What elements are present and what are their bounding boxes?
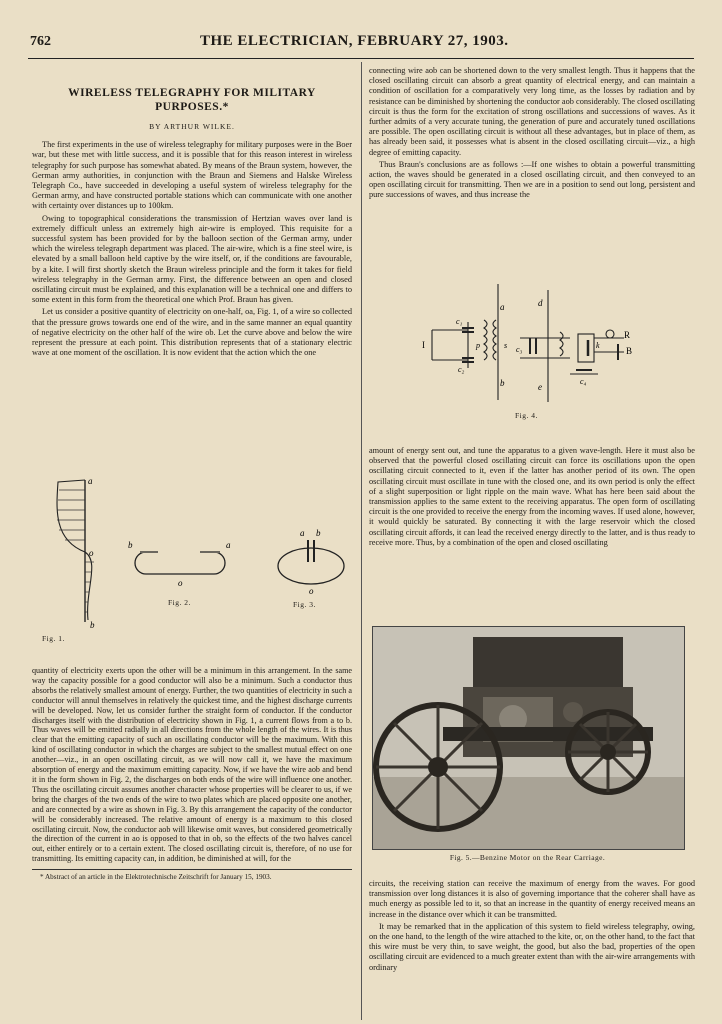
fig3-caption: Fig. 3. [293, 600, 316, 609]
fig4-label-c1: c₁ [456, 317, 463, 326]
fig4-label-c2: c₂ [458, 365, 465, 374]
fig2-loop [135, 552, 225, 574]
fig2-label-b: b [128, 540, 133, 550]
left-column-bottom [32, 666, 352, 882]
fig3-label-a: a [300, 528, 305, 538]
fig4-coherer-box [578, 334, 594, 362]
paragraph: Owing to topographical considerations the transmission of Hertzian waves over land is extremely difficult unless an extremely high air-wire is employed. This requisite for a successful system has been provided for by the balloon section of the German army, under which the wireless telegraph department was placed. The air-wire, which is a fine steel wire, is elevated by a small balloon held captive by the wire itself, or, if the conditions are favourable, by a kite. I will first shortly sketch the Braun wireless principle and the form it takes for field wireless telegraphy in the German army. First, the difference between an open and closed oscillating circuit must be explained, and this explanation will be a technical one and differs to some extent in this form from the theoretical one which Prof. Braun has given. [32, 213, 352, 305]
header-rule [28, 58, 694, 59]
paragraph: amount of energy sent out, and tune the apparatus to a given wave-length. Here it must also be observed that the powerful closed oscillating circuit can force its oscillations upon the open oscillating circuit connected to it, even if the latter has another period of its own. The open oscillating circuit must oscillate in tune with the closed one, and its own period is only the effect of a slight superposition or light ripple on the main wave. What has here been said about the transmission applies to the same extent to the receiving apparatus. The open form of oscillating circuit is the one provided to receive the energy from the incoming waves. If used alone, however, it would quickly be saturated. By connecting it with the large reservoir which the closed oscillating circuit affords, it can lead the received energy directly to the latter, and is thus ready to receive more. Thus, by a combination of the open and closed oscillating [369, 446, 695, 547]
figures-1-3-diagram [30, 470, 350, 650]
fig3-label-b: b [316, 528, 321, 538]
journal-title: THE ELECTRICIAN, FEBRUARY 27, 1903. [200, 33, 509, 49]
article-byline: BY ARTHUR WILKE. [149, 122, 235, 131]
fig1-label-b: b [90, 620, 95, 630]
fig4-caption: Fig. 4. [515, 411, 538, 420]
fig4-label-b: b [500, 378, 505, 388]
fig4-label-k: k [596, 341, 600, 350]
fig1-label-o: o [89, 548, 94, 558]
fig4-label-bb: B [626, 346, 633, 356]
article-title: WIRELESS TELEGRAPHY FOR MILITARY PURPOSES.* [68, 87, 316, 113]
fig5-caption: Fig. 5.—Benzine Motor on the Rear Carriage. [449, 853, 606, 862]
fig4-label-e: e [538, 382, 542, 392]
fig1-caption: Fig. 1. [42, 634, 65, 643]
fig4-secondary-coil [493, 320, 496, 360]
fig4-primary-coil [484, 320, 487, 360]
fig3-loop [278, 548, 344, 584]
fig2-caption: Fig. 2. [168, 598, 191, 607]
fig4-label-s: s [504, 341, 508, 350]
fig4-circuit-diagram [420, 282, 660, 407]
fig2-label-a: a [226, 540, 231, 550]
fig4-label-c3: c₃ [516, 345, 523, 354]
paragraph: circuits, the receiving station can receive the maximum of energy from the waves. For good transmission over long distances it is also of governing importance that the coherer shall have as much energy as possible led to it, so that an increase in the quantity of energy received means an increase in the distance over which it can be transmitted. [369, 879, 695, 919]
paragraph: quantity of electricity exerts upon the other will be a minimum in this arrangement. In the same way the capacity possible for a good conductor will also be a minimum. Such a conductor thus absorbs the relatively smallest amount of energy. Further, the two quantities of electricity in such a conductor will annul themselves in relatively the quickest time, and the highest discharge currents will be developed. Now, let us consider further the straight form of conductor. If the conductor discharges itself with the distribution of electricity shown in Fig. 1, a current flows from a to b. Thus waves will be emitted radially in all directions from the whole length of the wires. It is thus clear that the emitting capacity of such an oscillating conductor will be the maximum. With this kind of oscillating conductor in which the charges are subject to the smallest mutual effect on one another—viz., in an open oscillating circuit, as we will now call it, we have the maximum absorption of energy and the maximum emitting capacity. Now, if we have the wire aob and bend it in the form shown in Fig. 2, the discharges on both ends of the wire will influence one another. Thus the oscillating circuit assumes another character whose properties will be clearer to us, if we bring the charges of the two ends of the wire to two plates which are placed opposite one another, and are connected by a wire as shown in Fig. 3. By this arrangement the capacity of the conductor will be considerably increased. The relative amount of energy is a maximum to this closed oscillating circuit. Now, the conductor aob will likewise omit waves, but considered geometrically the direction of the current in ao is opposed to that in ob, so the effects of the two halves cancel out, either entirely or to a certain extent. The closed oscillating circuit is, therefore, of no use for transmitting. Its emitting capacity can, in addition, be diminished at will, for the [32, 666, 352, 864]
fig4-receiver-coil [560, 332, 563, 356]
paragraph: Let us consider a positive quantity of electricity on one-half, oa, Fig. 1, of a wire so collected that the pressure grows towards one end of the wire, and in the same manner an equal quantity of negative electricity on the other half of the wire ob. Let the curve above and below the wire represent the pressure at each point. This distribution represents that of a stationary electric wave at one moment of the oscillation. It is now evident that the action which the one [32, 307, 352, 358]
fig4-label-d: d [538, 298, 543, 308]
right-column-top [369, 66, 695, 203]
page-number: 762 [30, 34, 51, 49]
fig4-label-r: R [624, 330, 631, 340]
carriage-illustration [373, 627, 684, 849]
fig2-label-o: o [178, 578, 183, 588]
right-column-bottom [369, 879, 695, 975]
fig4-relay [606, 330, 614, 338]
column-rule [361, 62, 362, 1020]
paragraph: It may be remarked that in the application of this system to field wireless telegraphy, owing, on the one hand, to the length of the wire attached to the kite, or, on the other hand, to the fact that this wire must be very thin, to save weight, the good, but also the bad, properties of the open oscillating circuit are evidenced to a much greater extent than with the air-wire arrangements with ordinary [369, 921, 695, 972]
paragraph: Thus Braun's conclusions are as follows :—If one wishes to obtain a powerful transmitting action, the waves should be generated in a closed oscillating circuit, and then conveyed to an open oscillating circuit for transmitting. Then we are in a position to send out long, persistent and pure successions of waves, and thus increase the [369, 159, 695, 200]
right-column-middle [369, 446, 695, 550]
left-column-top [32, 82, 352, 360]
paragraph: The first experiments in the use of wireless telegraphy for military purposes were in the Boer war, but these met with little success, and it is possible that for this reason interest in wireless telegraphy for such purpose has somewhat abated. By means of the Braun system, however, the German army authorities, in conjunction with the Braun and Siemens and Halske Wireless Telegraph Co., have succeeded in developing a useful system of wireless telegraphy for the German army, and have constructed portable stations which can communicate with one another with certainty over distances up to 100km. [32, 140, 352, 211]
fig4-label-i: I [422, 340, 425, 350]
benzine-motor-photo [372, 626, 685, 850]
paragraph: connecting wire aob can be shortened down to the very smallest length. Thus it happens that the closed oscillating circuit can absorb a great quantity of electrical energy, and can maintain a condition of oscillation for a comparatively very long time, as the losses by radiation and by resistance can be diminished by shortening the conductor aob considerably. The closed oscillating circuit is thus the form for the excitation of strong oscillations and successions of waves. As it further admits of a very accurate tuning, the generation of pure and accurately tuned oscillations are possible. The open oscillating circuit is without all these advantages, but in place of them, as has already been said, it possesses what is absent in the closed oscillating circuit—viz., a high degree of emitting capacity. [369, 66, 695, 157]
fig1-pressure-curve [57, 480, 92, 620]
fig4-label-c4: c₄ [580, 377, 587, 386]
fig1-label-a: a [88, 476, 93, 486]
fig3-label-o: o [309, 586, 314, 596]
fig4-label-a: a [500, 302, 505, 312]
footnote: * Abstract of an article in the Elektrotechnische Zeitschrift for January 15, 1903. [32, 869, 352, 882]
fig4-label-p: p [476, 341, 480, 350]
